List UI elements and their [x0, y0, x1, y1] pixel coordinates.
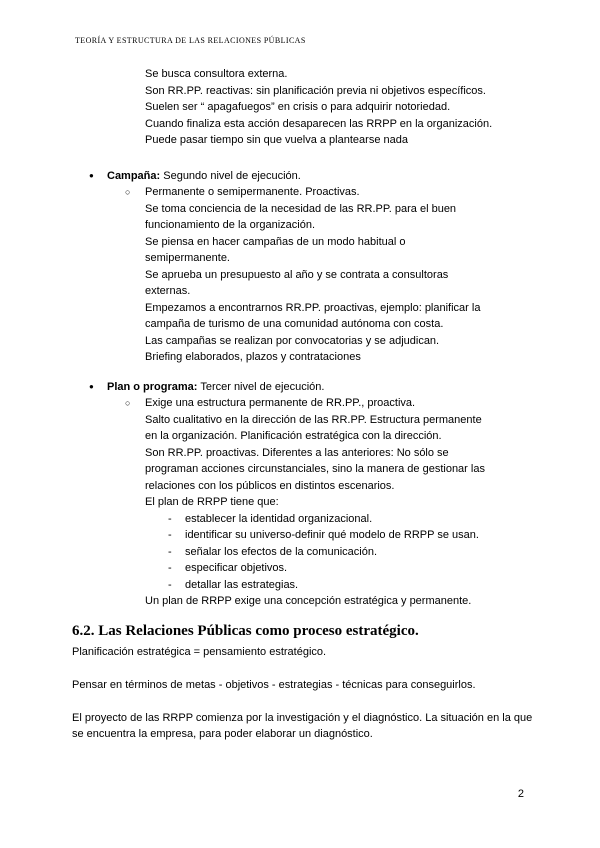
sub-bullet-item [72, 395, 542, 412]
plan-block [145, 412, 542, 511]
body-line: Se busca consultora externa. [145, 68, 288, 80]
page-number: 2 [517, 788, 524, 800]
body-line: Son RR.PP. reactivas: sin planificación previa ni objetivos específicos. [145, 84, 486, 97]
paragraph: Pensar en términos de metas - objetivos - estrategias - técnicas para conseguirlos. [72, 678, 476, 691]
dash-item-text: detallar las estrategias. [185, 578, 299, 591]
body-line: El plan de RRPP tiene que: [145, 496, 279, 508]
dash-marker-icon: - [168, 545, 172, 558]
paragraph: El proyecto de las RRPP comienza por la investigación y el diagnóstico. La situación en la que se encuentra la empresa, para poder elaborar un diagnóstico. [72, 711, 533, 740]
dash-marker-icon: - [168, 578, 172, 591]
dash-list-item [72, 577, 542, 594]
body-line: Cuando finaliza esta acción desaparecen las RRPP en la organización. [145, 117, 493, 130]
term-label: Plan o programa: [107, 380, 198, 393]
body-line: Se aprueba un presupuesto al año y se contrata a consultoras [145, 268, 449, 281]
body-line: campaña de turismo de una comunidad autónoma con costa. [145, 318, 444, 330]
body-line: Salto cualitativo en la dirección de las RR.PP. Estructura permanente [145, 413, 482, 426]
body-line: Se toma conciencia de la necesidad de las RR.PP. para el buen [145, 202, 457, 215]
body-line: Suelen ser “ apagafuegos” en crisis o para adquirir notoriedad. [145, 101, 451, 113]
dash-marker-icon: - [168, 562, 172, 574]
term-label: Campaña: [107, 169, 161, 182]
intro-block [145, 66, 542, 149]
body-line: externas. [145, 285, 191, 297]
body-line: Puede pasar tiempo sin que vuelva a plantearse nada [145, 134, 408, 146]
body-line: Se piensa en hacer campañas de un modo habitual o [145, 235, 406, 248]
body-line: Briefing elaborados, plazos y contrataciones [145, 351, 361, 363]
term-text: Tercer nivel de ejecución. [197, 380, 325, 393]
campaign-block [145, 201, 542, 366]
bullet-marker-icon: ● [89, 381, 94, 391]
sub-bullet-text: Permanente o semipermanente. Proactivas. [145, 186, 360, 198]
dash-item-text: establecer la identidad organizacional. [185, 512, 373, 525]
dash-item-text: especificar objetivos. [185, 562, 288, 574]
body-line: Las campañas se realizan por convocatorias y se adjudican. [145, 334, 440, 347]
term-text: Segundo nivel de ejecución. [160, 169, 301, 182]
sub-bullet-item [72, 184, 542, 201]
circle-marker-icon: ○ [125, 187, 131, 197]
dash-list-item [72, 511, 542, 528]
dash-list-item [72, 527, 542, 544]
dash-marker-icon: - [168, 529, 172, 541]
body-line: programan acciones circunstanciales, sino la manera de gestionar las [145, 463, 485, 475]
plan-closing-block [145, 593, 542, 610]
circle-marker-icon: ○ [125, 398, 131, 408]
body-line: Un plan de RRPP exige una concepción estratégica y permanente. [145, 595, 472, 607]
body-line: en la organización. Planificación estratégica con la dirección. [145, 430, 442, 442]
sub-bullet-text: Exige una estructura permanente de RR.PP., proactiva. [145, 397, 416, 409]
paragraph: Planificación estratégica = pensamiento estratégico. [72, 645, 327, 658]
body-line: funcionamiento de la organización. [145, 219, 316, 231]
body-line: Empezamos a encontrarnos RR.PP. proactivas, ejemplo: planificar la [145, 301, 481, 314]
dash-item-text: identificar su universo-definir qué modelo de RRPP se usan. [185, 529, 479, 541]
running-header: TEORÍA Y ESTRUCTURA DE LAS RELACIONES PÚBLICAS [75, 36, 306, 45]
dash-marker-icon: - [168, 512, 172, 525]
body-line: Son RR.PP. proactivas. Diferentes a las anteriores: No sólo se [145, 446, 449, 459]
body-line: semipermanente. [145, 252, 230, 264]
body-line: relaciones con los públicos en distintos escenarios. [145, 479, 395, 492]
dash-list-item [72, 544, 542, 561]
section-heading: 6.2. Las Relaciones Públicas como proceso estratégico. [72, 622, 419, 639]
bullet-marker-icon: ● [89, 170, 94, 180]
bullet-item-plan [72, 379, 542, 396]
dash-item-text: señalar los efectos de la comunicación. [185, 545, 377, 558]
bullet-item-campaign [72, 168, 542, 185]
dash-list-item [72, 560, 542, 577]
